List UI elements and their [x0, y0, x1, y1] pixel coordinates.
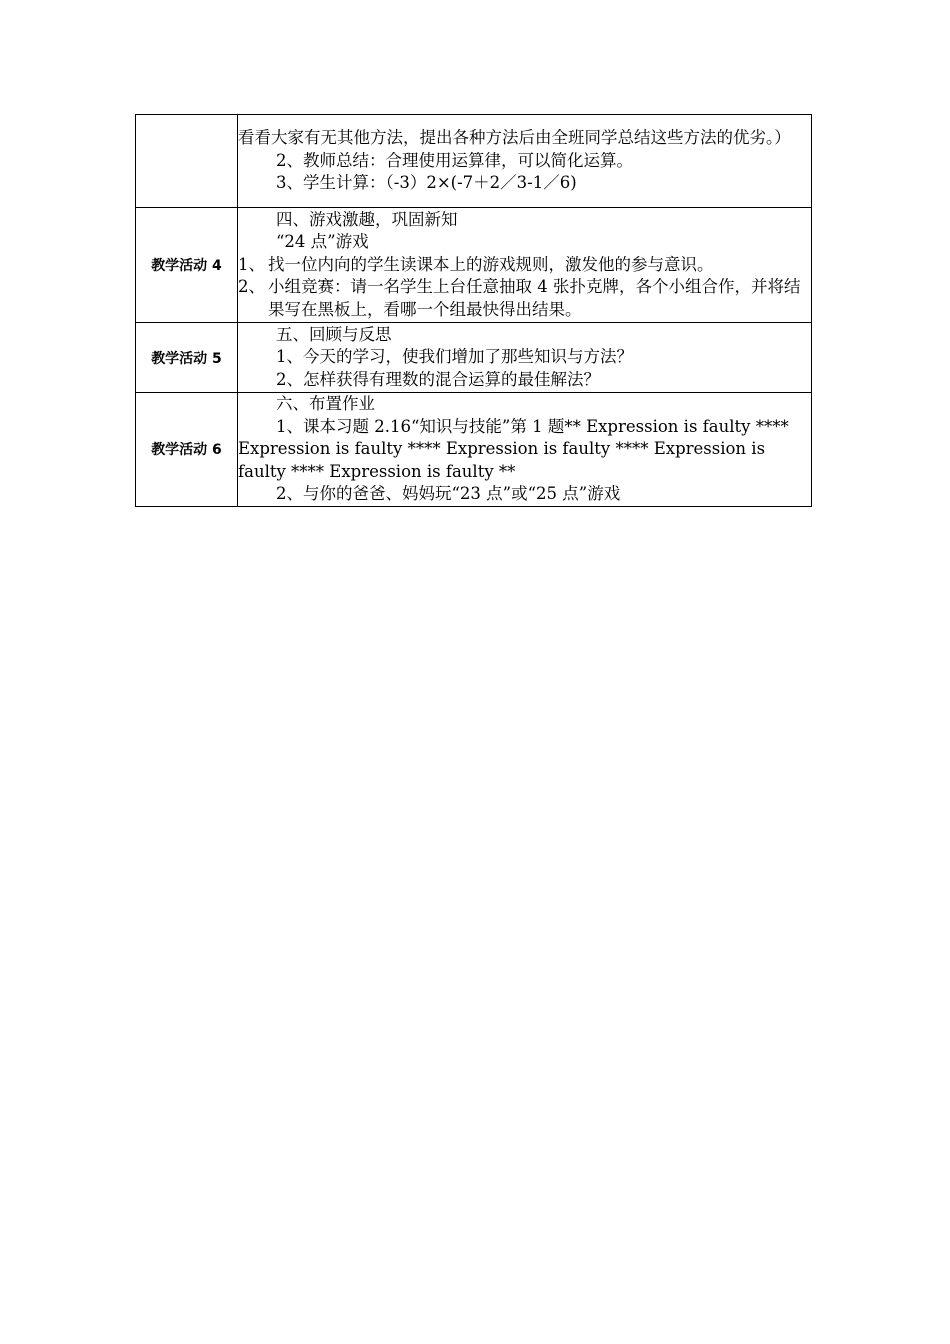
row-label: 教学活动 6: [136, 393, 238, 507]
row-label: 教学活动 4: [136, 208, 238, 323]
content-line: 3、学生计算：（-3）2×(-7＋2／3-1／6): [276, 173, 577, 193]
list-number: 1、: [238, 254, 265, 274]
row-content: [238, 208, 812, 323]
table-row: [136, 208, 812, 323]
list-number: 2、: [238, 277, 265, 297]
content-line: “24 点”游戏: [276, 232, 369, 252]
content-line: 2、教师总结：合理使用运算律，可以简化运算。: [276, 150, 633, 170]
content-line: 1、今天的学习，使我们增加了那些知识与方法？: [276, 347, 633, 367]
list-text: 找一位内向的学生读课本上的游戏规则，激发他的参与意识。: [268, 254, 714, 274]
row-content: [238, 323, 812, 393]
list-item: [238, 276, 811, 321]
table-row: [136, 323, 812, 393]
content-line: 五、回顾与反思: [276, 324, 392, 344]
content-line: 四、游戏激趣，巩固新知: [276, 209, 458, 229]
list-text: 小组竞赛：请一名学生上台任意抽取 4 张扑克牌，各个小组合作，并将结果写在黑板上，看哪一个组最快得出结果。: [268, 277, 801, 319]
row-label: 教学活动 5: [136, 323, 238, 393]
lesson-plan-table: [135, 114, 812, 507]
homework-item-text: 1、课本习题 2.16“知识与技能”第 1 题** Expression is faulty **** Expression is faulty **** Expression is faulty **** Expression is faulty **** Expression is faulty **: [238, 416, 789, 481]
content-line: [238, 416, 811, 484]
content-line: 六、布置作业: [276, 394, 375, 413]
table-row: [136, 115, 812, 208]
content-line: 看看大家有无其他方法，提出各种方法后由全班同学总结这些方法的优劣。）: [238, 128, 791, 148]
list-item: [238, 254, 811, 277]
row-content: [238, 393, 812, 507]
table-row: [136, 393, 812, 507]
row-label: [136, 115, 238, 208]
content-line: 2、怎样获得有理数的混合运算的最佳解法？: [276, 369, 600, 389]
content-line: 2、与你的爸爸、妈妈玩“23 点”或“25 点”游戏: [276, 484, 621, 503]
row-content: [238, 115, 812, 208]
